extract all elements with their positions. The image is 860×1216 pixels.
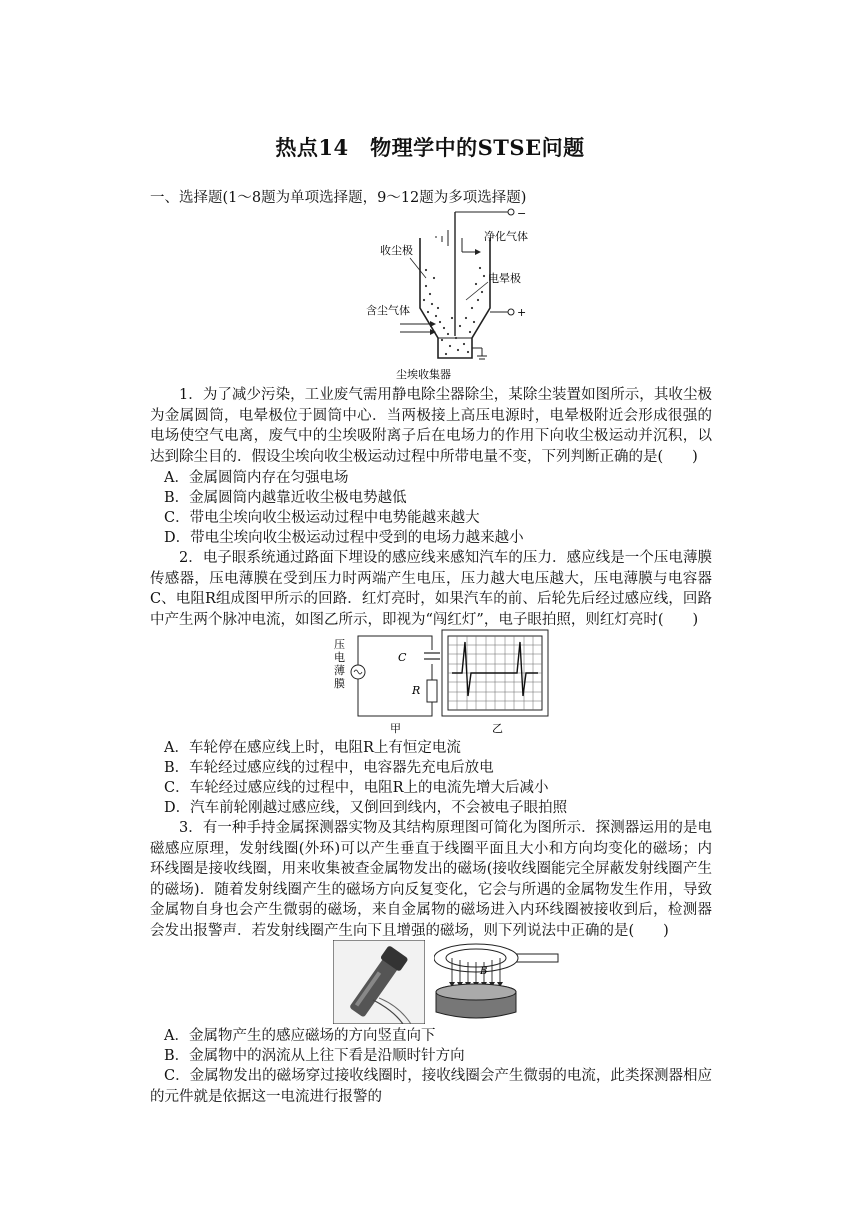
- collector-label: 收尘极: [380, 244, 413, 257]
- caption-yi: 乙: [492, 722, 503, 735]
- q2-option-d: D．汽车前轮刚越过感应线，又倒回到线内，不会被电子眼拍照: [164, 800, 568, 816]
- q2-option-a: A．车轮停在感应线上时，电阻R上有恒定电流: [164, 740, 461, 756]
- q1-option-b: B．金属圆筒内越靠近收尘极电势越低: [164, 490, 407, 506]
- page-title: 热点14 物理学中的STSE问题: [275, 135, 585, 160]
- plus-terminal: +: [517, 306, 527, 319]
- q2-option-c: C．车轮经过感应线的过程中，电阻R上的电流先增大后减小: [164, 780, 549, 796]
- section-heading: 一、选择题(1～8题为单项选择题，9～12题为多项选择题): [150, 190, 527, 206]
- dusty-gas-label: 含尘气体: [366, 304, 410, 317]
- question-2-stem: 2．电子眼系统通过路面下埋设的感应线来感知汽车的压力．感应线是一个压电薄膜传感器，压电薄膜在受到压力时两端产生电压，压力越大电压越大，压电薄膜与电容器C、电阻R组成图甲所示的回路．红灯亮时，如果汽车的前、后轮先后经过感应线，回路中产生两个脉冲电流，如图乙所示，即视为“闯红灯”，电子眼拍照，则红灯亮时( ): [150, 550, 712, 628]
- q1-option-c: C．带电尘埃向收尘极运动过程中电势能越来越大: [164, 510, 480, 526]
- dust-box-label: 尘埃收集器: [396, 368, 451, 380]
- question-3-stem: 3．有一种手持金属探测器实物及其结构原理图可简化为图所示．探测器运用的是电磁感应原理，发射线圈(外环)可以产生垂直于线圈平面且大小和方向均变化的磁场；内环线圈是接收线圈，用来收集被查金属物发出的磁场(接收线圈能完全屏蔽发射线圈产生的磁场)．随着发射线圈产生的磁场方向反复变化，它会与所遇的金属物发生作用，导致金属物自身也会产生微弱的磁场，来自金属物的磁场进入内环线圈被接收到后，检测器会发出报警声．若发射线圈产生向下且增强的磁场，则下列说法中正确的是( ): [150, 820, 712, 939]
- capacitor-label: C: [398, 651, 407, 664]
- field-b-label: B: [480, 966, 488, 977]
- minus-terminal: −: [517, 208, 527, 220]
- sensor-circuit-diagram: [332, 628, 556, 740]
- q1-option-d: D．带电尘埃向收尘极运动过程中受到的电场力越来越小: [164, 530, 524, 546]
- metal-detector-photo: [333, 940, 425, 1024]
- q1-option-a: A．金属圆筒内存在匀强电场: [164, 470, 349, 486]
- caption-jia: 甲: [390, 722, 401, 735]
- precipitator-diagram: [360, 208, 540, 380]
- film-label: 压电薄膜: [334, 638, 345, 690]
- clean-gas-label: 净化气体: [484, 230, 528, 243]
- q2-option-b: B．车轮经过感应线的过程中，电容器先充电后放电: [164, 760, 494, 776]
- q3-option-b: B．金属物中的涡流从上往下看是沿顺时针方向: [164, 1048, 465, 1064]
- resistor-label: R: [412, 684, 421, 697]
- detector-coil-diagram: [434, 940, 560, 1024]
- corona-label: 电晕极: [488, 272, 521, 285]
- q3-option-a: A．金属物产生的感应磁场的方向竖直向下: [164, 1028, 436, 1044]
- q3-option-c: C．金属物发出的磁场穿过接收线圈时，接收线圈会产生微弱的电流，此类探测器相应的元件就是依据这一电流进行报警的: [150, 1068, 712, 1105]
- question-1-stem: 1．为了减少污染，工业废气需用静电除尘器除尘，某除尘装置如图所示，其收尘极为金属圆筒，电晕极位于圆筒中心．当两极接上高压电源时，电晕极附近会形成很强的电场使空气电离，废气中的尘埃吸附离子后在电场力的作用下向收尘极运动并沉积，以达到除尘目的．假设尘埃向收尘极运动过程中所带电量不变，下列判断正确的是( ): [150, 387, 712, 465]
